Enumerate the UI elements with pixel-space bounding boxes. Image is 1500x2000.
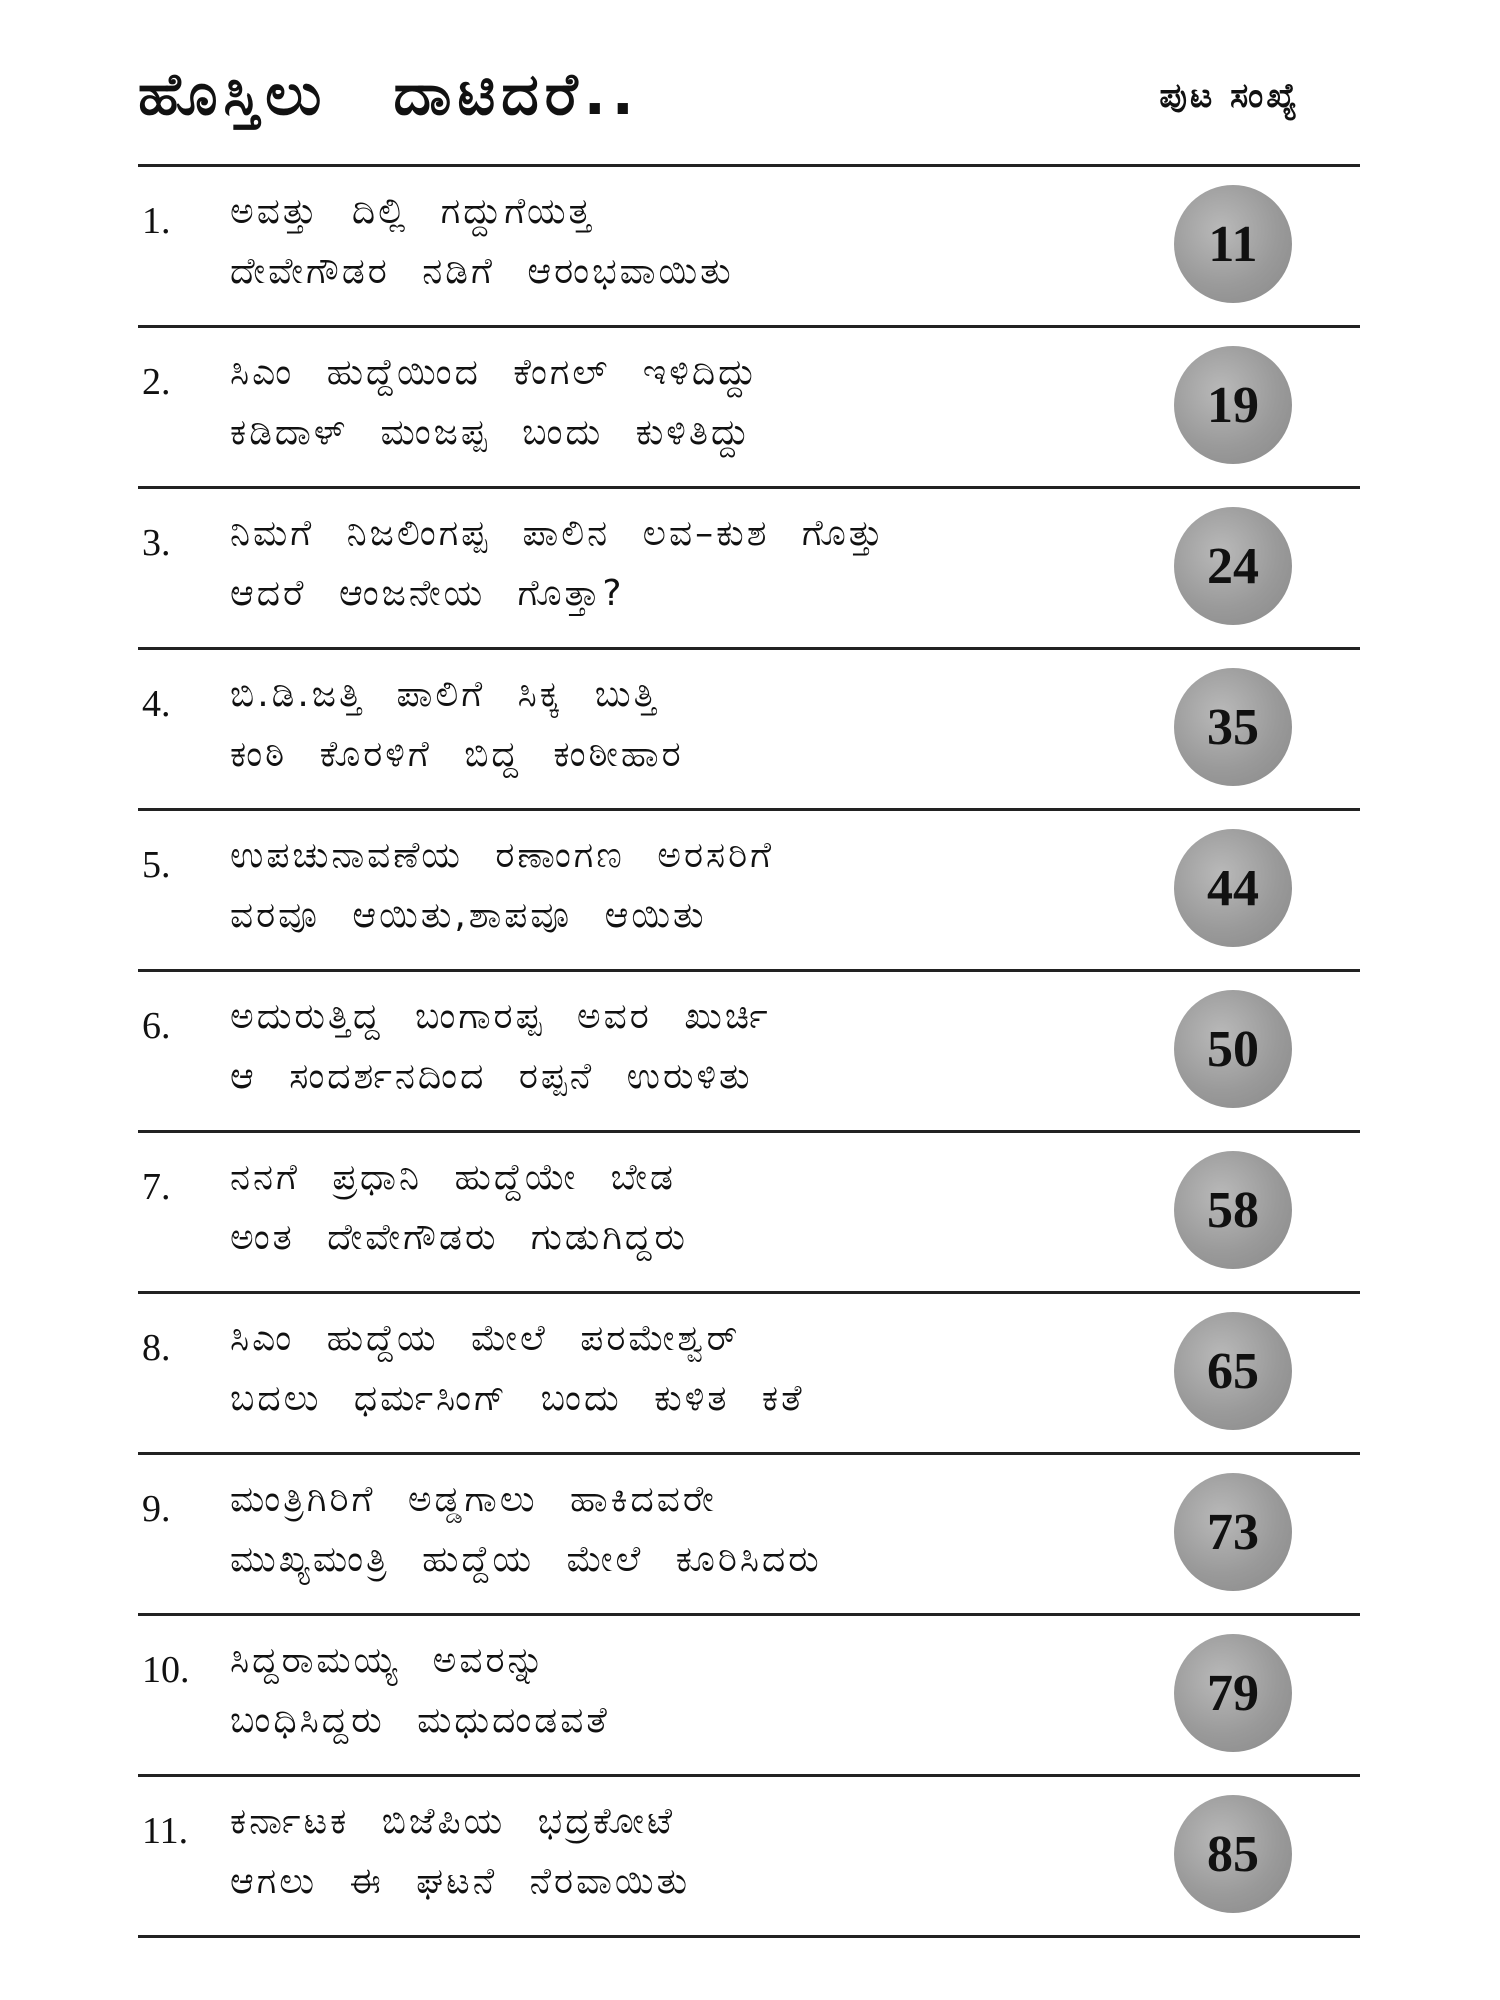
entry-title-line-2: ಅಂತ ದೇವೇಗೌಡರು ಗುಡುಗಿದ್ದರು	[230, 1217, 688, 1258]
entry-title-line-2: ಆದರೆ ಆಂಜನೇಯ ಗೊತ್ತಾ?	[230, 573, 625, 614]
toc-entry[interactable]	[138, 811, 1360, 972]
toc-entry[interactable]	[138, 167, 1360, 328]
page-number-badge	[1174, 1795, 1292, 1913]
toc-entry[interactable]	[138, 1294, 1360, 1455]
toc-entry[interactable]	[138, 1777, 1360, 1938]
page-number: 19	[1207, 376, 1259, 434]
toc-entry[interactable]	[138, 1133, 1360, 1294]
toc-entry[interactable]	[138, 328, 1360, 489]
page-number: 85	[1207, 1825, 1259, 1883]
page-number: 44	[1207, 859, 1259, 917]
toc-entry[interactable]	[138, 489, 1360, 650]
entry-title-line-1: ಸಿಎಂ ಹುದ್ದೆಯಿಂದ ಕೆಂಗಲ್ ಇಳಿದಿದ್ದು	[230, 352, 760, 393]
entry-title-line-2: ಕಂಠಿ ಕೊರಳಿಗೆ ಬಿದ್ದ ಕಂಠೀಹಾರ	[230, 734, 684, 775]
entry-title-line-2: ವರವೂ ಆಯಿತು,ಶಾಪವೂ ಆಯಿತು	[230, 895, 707, 936]
entry-title-line-2: ಬದಲು ಧರ್ಮಸಿಂಗ್ ಬಂದು ಕುಳಿತ ಕತೆ	[230, 1378, 805, 1419]
entry-title-line-1: ಬಿ.ಡಿ.ಜತ್ತಿ ಪಾಲಿಗೆ ಸಿಕ್ಕ ಬುತ್ತಿ	[230, 674, 659, 715]
page-number: 35	[1207, 698, 1259, 756]
entry-title-line-2: ದೇವೇಗೌಡರ ನಡಿಗೆ ಆರಂಭವಾಯಿತು	[230, 251, 734, 292]
page-number-badge	[1174, 990, 1292, 1108]
entry-title-line-1: ಅವತ್ತು ದಿಲ್ಲಿ ಗದ್ದುಗೆಯತ್ತ	[230, 191, 594, 232]
table-of-contents	[138, 164, 1360, 1938]
toc-entry[interactable]	[138, 1455, 1360, 1616]
entry-number: 3.	[142, 522, 171, 564]
page-header	[138, 52, 1360, 152]
page-number-column-label: ಪುಟ ಸಂಖ್ಯೆ	[1159, 76, 1300, 116]
page-number-badge	[1174, 1634, 1292, 1752]
page-number: 65	[1207, 1342, 1259, 1400]
page-number: 11	[1208, 215, 1258, 273]
page-number: 79	[1207, 1664, 1259, 1722]
entry-number: 7.	[142, 1166, 171, 1208]
toc-entry[interactable]	[138, 650, 1360, 811]
entry-number: 4.	[142, 683, 171, 725]
entry-number: 2.	[142, 361, 171, 403]
page-number: 73	[1207, 1503, 1259, 1561]
page-number-badge	[1174, 668, 1292, 786]
page-number: 24	[1207, 537, 1259, 595]
page-number-badge	[1174, 1151, 1292, 1269]
entry-number: 10.	[142, 1649, 190, 1691]
entry-title-line-1: ಅದುರುತ್ತಿದ್ದ ಬಂಗಾರಪ್ಪ ಅವರ ಖುರ್ಚಿ	[230, 996, 771, 1037]
toc-entry[interactable]	[138, 1616, 1360, 1777]
entry-title-line-1: ಉಪಚುನಾವಣೆಯ ರಣಾಂಗಣ ಅರಸರಿಗೆ	[230, 835, 775, 876]
toc-entry[interactable]	[138, 972, 1360, 1133]
page-number-badge	[1174, 507, 1292, 625]
entry-number: 6.	[142, 1005, 171, 1047]
entry-number: 8.	[142, 1327, 171, 1369]
entry-number: 9.	[142, 1488, 171, 1530]
book-title: ಹೊಸ್ತಿಲು ದಾಟಿದರೆ..	[138, 60, 640, 128]
entry-title-line-1: ಸಿಎಂ ಹುದ್ದೆಯ ಮೇಲೆ ಪರಮೇಶ್ವರ್	[230, 1318, 741, 1359]
entry-number: 1.	[142, 200, 171, 242]
entry-title-line-1: ಸಿದ್ದರಾಮಯ್ಯ ಅವರನ್ನು	[230, 1640, 547, 1681]
page-number: 58	[1207, 1181, 1259, 1239]
entry-number: 5.	[142, 844, 171, 886]
page-number-badge	[1174, 346, 1292, 464]
entry-title-line-1: ಕರ್ನಾಟಕ ಬಿಜೆಪಿಯ ಭದ್ರಕೋಟೆ	[230, 1801, 676, 1842]
entry-title-line-1: ನಿಮಗೆ ನಿಜಲಿಂಗಪ್ಪ ಪಾಲಿನ ಲವ–ಕುಶ ಗೊತ್ತು	[230, 513, 886, 554]
entry-number: 11.	[142, 1810, 189, 1852]
page-number-badge	[1174, 185, 1292, 303]
page-number-badge	[1174, 1473, 1292, 1591]
page-number: 50	[1207, 1020, 1259, 1078]
entry-title-line-2: ಬಂಧಿಸಿದ್ದರು ಮಧುದಂಡವತೆ	[230, 1700, 610, 1741]
entry-title-line-2: ಕಡಿದಾಳ್ ಮಂಜಪ್ಪ ಬಂದು ಕುಳಿತಿದ್ದು	[230, 412, 752, 453]
entry-title-line-1: ನನಗೆ ಪ್ರಧಾನಿ ಹುದ್ದೆಯೇ ಬೇಡ	[230, 1157, 676, 1198]
entry-title-line-2: ಆ ಸಂದರ್ಶನದಿಂದ ರಪ್ಪನೆ ಉರುಳಿತು	[230, 1056, 753, 1097]
entry-title-line-1: ಮಂತ್ರಿಗಿರಿಗೆ ಅಡ್ಡಗಾಲು ಹಾಕಿದವರೇ	[230, 1479, 717, 1520]
page-number-badge	[1174, 829, 1292, 947]
entry-title-line-2: ಆಗಲು ಈ ಘಟನೆ ನೆರವಾಯಿತು	[230, 1861, 691, 1902]
entry-title-line-2: ಮುಖ್ಯಮಂತ್ರಿ ಹುದ್ದೆಯ ಮೇಲೆ ಕೂರಿಸಿದರು	[230, 1539, 822, 1580]
page-number-badge	[1174, 1312, 1292, 1430]
